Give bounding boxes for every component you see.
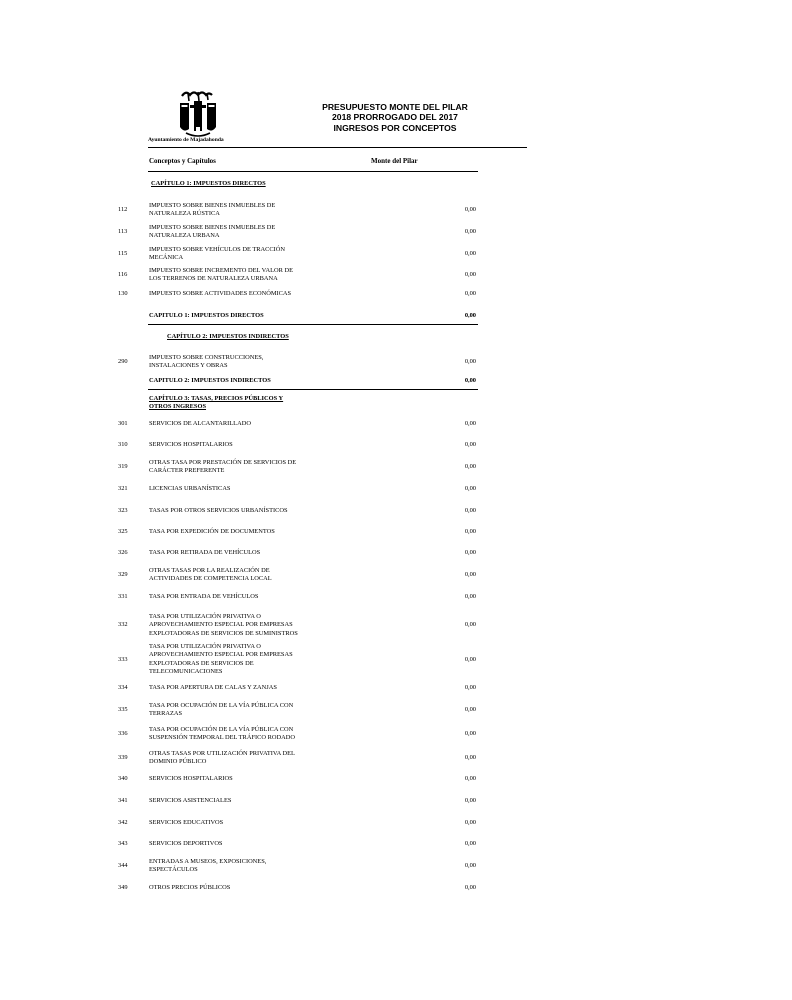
concept-description xyxy=(149,775,319,783)
description-line: SUSPENSIÓN TEMPORAL DEL TRÁFICO RODADO xyxy=(149,734,295,742)
table-row xyxy=(0,290,792,298)
title-line: PRESUPUESTO MONTE DEL PILAR xyxy=(322,102,468,112)
description-line: IMPUESTO SOBRE INCREMENTO DEL VALOR DE xyxy=(149,267,293,274)
concept-description xyxy=(149,613,319,638)
concept-code: 326 xyxy=(118,549,128,556)
concept-description xyxy=(149,819,319,827)
concept-description xyxy=(149,377,319,385)
concept-description xyxy=(149,485,319,493)
concept-description xyxy=(149,354,319,371)
concept-description xyxy=(149,702,319,719)
title-line: INGRESOS POR CONCEPTOS xyxy=(333,122,457,133)
description-line: DOMINIO PÚBLICO xyxy=(149,758,207,766)
chapter-heading xyxy=(0,180,792,188)
column-header-concepts: Conceptos y Capítulos xyxy=(149,157,216,165)
chapter-heading xyxy=(0,395,792,412)
budget-value: 0,00 xyxy=(464,420,476,427)
description-line: SERVICIOS DEPORTIVOS xyxy=(149,840,223,847)
concept-description xyxy=(149,507,319,515)
description-line: LOS TERRENOS DE NATURALEZA URBANA xyxy=(149,275,278,283)
description-line: TASA POR OCUPACIÓN DE LA VÍA PÚBLICA CON xyxy=(149,726,294,733)
description-line: ENTRADAS A MUSEOS, EXPOSICIONES, xyxy=(149,858,267,865)
budget-value: 0,00 xyxy=(464,797,476,804)
budget-value: 0,00 xyxy=(464,884,476,891)
budget-value: 0,00 xyxy=(464,706,476,714)
concept-code: 339 xyxy=(118,754,128,762)
concept-code: 334 xyxy=(118,684,128,691)
description-line: ACTIVIDADES DE COMPETENCIA LOCAL xyxy=(149,575,272,583)
budget-value: 0,00 xyxy=(464,684,476,691)
budget-value: 0,00 xyxy=(464,250,476,258)
description-line: CAPITULO 1: IMPUESTOS DIRECTOS xyxy=(149,312,264,319)
table-row xyxy=(0,819,792,827)
budget-value: 0,00 xyxy=(464,862,476,870)
table-row xyxy=(0,246,792,263)
concept-description xyxy=(149,459,319,476)
description-line: TASA POR EXPEDICIÓN DE DOCUMENTOS xyxy=(149,528,275,535)
concept-description xyxy=(149,858,319,875)
concept-description xyxy=(149,726,319,743)
description-line: TASA POR UTILIZACIÓN PRIVATIVA O xyxy=(149,613,261,620)
total-underline xyxy=(148,324,478,325)
description-line: CAPÍTULO 2: IMPUESTOS INDIRECTOS xyxy=(167,333,289,340)
description-line: IMPUESTO SOBRE VEHÍCULOS DE TRACCIÓN xyxy=(149,246,285,253)
table-row xyxy=(0,684,792,692)
concept-code: 321 xyxy=(118,485,128,492)
budget-value: 0,00 xyxy=(464,819,476,826)
chapter-total-row xyxy=(0,377,792,385)
table-row xyxy=(0,726,792,743)
concept-code: 340 xyxy=(118,775,128,782)
table-row xyxy=(0,840,792,848)
concept-description xyxy=(149,420,319,428)
budget-value: 0,00 xyxy=(464,593,476,600)
concept-code: 112 xyxy=(118,206,128,214)
concept-code: 323 xyxy=(118,507,128,514)
concept-code: 333 xyxy=(118,655,128,663)
concept-description xyxy=(149,246,319,263)
description-line: OTRAS TASA POR PRESTACIÓN DE SERVICIOS DE xyxy=(149,459,297,466)
description-line: OTROS PRECIOS PÚBLICOS xyxy=(149,884,231,891)
concept-code: 343 xyxy=(118,840,128,847)
description-line: SERVICIOS HOSPITALARIOS xyxy=(149,775,233,782)
concept-description xyxy=(149,750,319,767)
concept-description xyxy=(149,593,319,601)
concept-description xyxy=(149,884,319,892)
table-row xyxy=(0,459,792,476)
description-line: TASA POR APERTURA DE CALAS Y ZANJAS xyxy=(149,684,277,691)
budget-value: 0,00 xyxy=(464,840,476,847)
description-line: OTRAS TASAS POR LA REALIZACIÓN DE xyxy=(149,567,270,574)
organization-name: Ayuntamiento de Majadahonda xyxy=(148,137,224,143)
concept-code: 349 xyxy=(118,884,128,891)
concept-description xyxy=(149,549,319,557)
description-line: SERVICIOS ASISTENCIALES xyxy=(149,797,232,804)
total-underline xyxy=(148,389,478,390)
description-line: SERVICIOS HOSPITALARIOS xyxy=(149,441,233,448)
description-line: TASA POR OCUPACIÓN DE LA VÍA PÚBLICA CON xyxy=(149,702,294,709)
concept-description xyxy=(149,684,319,692)
description-line: APROVECHAMIENTO ESPECIAL POR EMPRESAS xyxy=(149,651,293,659)
description-line: TERRAZAS xyxy=(149,710,183,718)
budget-value: 0,00 xyxy=(464,463,476,471)
description-line: OTROS INGRESOS xyxy=(149,403,207,411)
concept-description xyxy=(149,643,319,677)
budget-value: 0,00 xyxy=(464,206,476,214)
table-row xyxy=(0,702,792,719)
description-line: SERVICIOS EDUCATIVOS xyxy=(149,819,224,826)
budget-value: 0,00 xyxy=(464,730,476,738)
table-row xyxy=(0,750,792,767)
table-row xyxy=(0,797,792,805)
budget-value: 0,00 xyxy=(464,655,476,663)
budget-value: 0,00 xyxy=(464,312,476,319)
concept-description xyxy=(149,202,319,219)
concept-description xyxy=(167,333,337,341)
concept-code: 329 xyxy=(118,571,128,579)
budget-value: 0,00 xyxy=(464,358,476,366)
table-row xyxy=(0,485,792,493)
budget-value: 0,00 xyxy=(464,290,476,297)
chapter-heading xyxy=(0,333,792,341)
description-line: IMPUESTO SOBRE BIENES INMUEBLES DE xyxy=(149,202,276,209)
concept-description xyxy=(149,267,319,284)
description-line: CARÁCTER PREFERENTE xyxy=(149,467,225,475)
concept-code: 290 xyxy=(118,358,128,366)
concept-description xyxy=(149,395,319,412)
table-row xyxy=(0,354,792,371)
description-line: APROVECHAMIENTO ESPECIAL POR EMPRESAS xyxy=(149,621,293,629)
concept-code: 325 xyxy=(118,528,128,535)
concept-code: 310 xyxy=(118,441,128,448)
concept-code: 301 xyxy=(118,420,128,427)
table-row xyxy=(0,593,792,601)
description-line: IMPUESTO SOBRE BIENES INMUEBLES DE xyxy=(149,224,276,231)
table-row xyxy=(0,420,792,428)
chapter-total-row xyxy=(0,312,792,320)
concept-code: 335 xyxy=(118,706,128,714)
description-line: CAPÍTULO 1: IMPUESTOS DIRECTOS xyxy=(151,180,266,187)
description-line: IMPUESTO SOBRE CONSTRUCCIONES, xyxy=(149,354,264,361)
column-header-value: Monte del Pilar xyxy=(371,157,418,165)
description-line: TASAS POR OTROS SERVICIOS URBANÍSTICOS xyxy=(149,507,288,514)
concept-code: 342 xyxy=(118,819,128,826)
description-line: TASA POR RETIRADA DE VEHÍCULOS xyxy=(149,549,261,556)
budget-value: 0,00 xyxy=(464,441,476,448)
concept-description xyxy=(149,797,319,805)
concept-description xyxy=(149,290,319,298)
description-line: CAPÍTULO 3: TASAS, PRECIOS PÚBLICOS Y xyxy=(149,395,284,402)
table-row xyxy=(0,613,792,638)
budget-value: 0,00 xyxy=(464,507,476,514)
budget-value: 0,00 xyxy=(464,271,476,279)
description-line: NATURALEZA URBANA xyxy=(149,232,220,240)
description-line: EXPLOTADORAS DE SERVICIOS DE xyxy=(149,659,254,667)
description-line: MECÁNICA xyxy=(149,254,184,262)
description-line: NATURALEZA RÚSTICA xyxy=(149,210,220,218)
table-row xyxy=(0,507,792,515)
budget-value: 0,00 xyxy=(464,754,476,762)
table-row xyxy=(0,858,792,875)
description-line: ESPECTÁCULOS xyxy=(149,866,198,874)
concept-code: 116 xyxy=(118,271,128,279)
description-line: TASA POR ENTRADA DE VEHÍCULOS xyxy=(149,593,259,600)
concept-description xyxy=(149,528,319,536)
concept-description xyxy=(149,840,319,848)
majadahonda-coat-of-arms-icon xyxy=(176,89,220,139)
table-row xyxy=(0,202,792,219)
concept-code: 331 xyxy=(118,593,128,600)
table-row xyxy=(0,224,792,241)
budget-value: 0,00 xyxy=(464,549,476,556)
table-row xyxy=(0,267,792,284)
header-divider xyxy=(148,147,527,148)
concept-code: 319 xyxy=(118,463,128,471)
table-row xyxy=(0,441,792,449)
description-line: EXPLOTADORAS DE SERVICIOS DE SUMINISTROS xyxy=(149,629,298,637)
concept-code: 130 xyxy=(118,290,128,297)
concept-code: 115 xyxy=(118,250,128,258)
description-line: SERVICIOS DE ALCANTARILLADO xyxy=(149,420,251,427)
budget-value: 0,00 xyxy=(464,228,476,236)
table-row xyxy=(0,549,792,557)
description-line: IMPUESTO SOBRE ACTIVIDADES ECONÓMICAS xyxy=(149,290,292,297)
concept-description xyxy=(151,180,321,188)
description-line: CAPITULO 2: IMPUESTOS INDIRECTOS xyxy=(149,377,271,384)
concept-code: 332 xyxy=(118,621,128,629)
title-line: 2018 PRORROGADO DEL 2017 xyxy=(332,112,458,123)
description-line: OTRAS TASAS POR UTILIZACIÓN PRIVATIVA DEL xyxy=(149,750,295,757)
budget-value: 0,00 xyxy=(464,528,476,535)
concept-description xyxy=(149,224,319,241)
description-line: INSTALACIONES Y OBRAS xyxy=(149,362,228,370)
description-line: TASA POR UTILIZACIÓN PRIVATIVA O xyxy=(149,643,261,650)
concept-code: 344 xyxy=(118,862,128,870)
concept-description xyxy=(149,567,319,584)
table-row xyxy=(0,528,792,536)
budget-value: 0,00 xyxy=(464,621,476,629)
table-row xyxy=(0,643,792,677)
concept-code: 341 xyxy=(118,797,128,804)
table-row xyxy=(0,884,792,892)
budget-value: 0,00 xyxy=(464,775,476,782)
concept-description xyxy=(149,312,319,320)
description-line: LICENCIAS URBANÍSTICAS xyxy=(149,485,231,492)
concept-code: 113 xyxy=(118,228,128,236)
table-row xyxy=(0,567,792,584)
concept-description xyxy=(149,441,319,449)
document-title xyxy=(300,102,490,133)
column-header-divider xyxy=(148,171,478,172)
table-row xyxy=(0,775,792,783)
budget-value: 0,00 xyxy=(464,485,476,492)
concept-code: 336 xyxy=(118,730,128,738)
description-line: TELECOMUNICACIONES xyxy=(149,668,223,676)
budget-value: 0,00 xyxy=(464,571,476,579)
budget-value: 0,00 xyxy=(464,377,476,384)
